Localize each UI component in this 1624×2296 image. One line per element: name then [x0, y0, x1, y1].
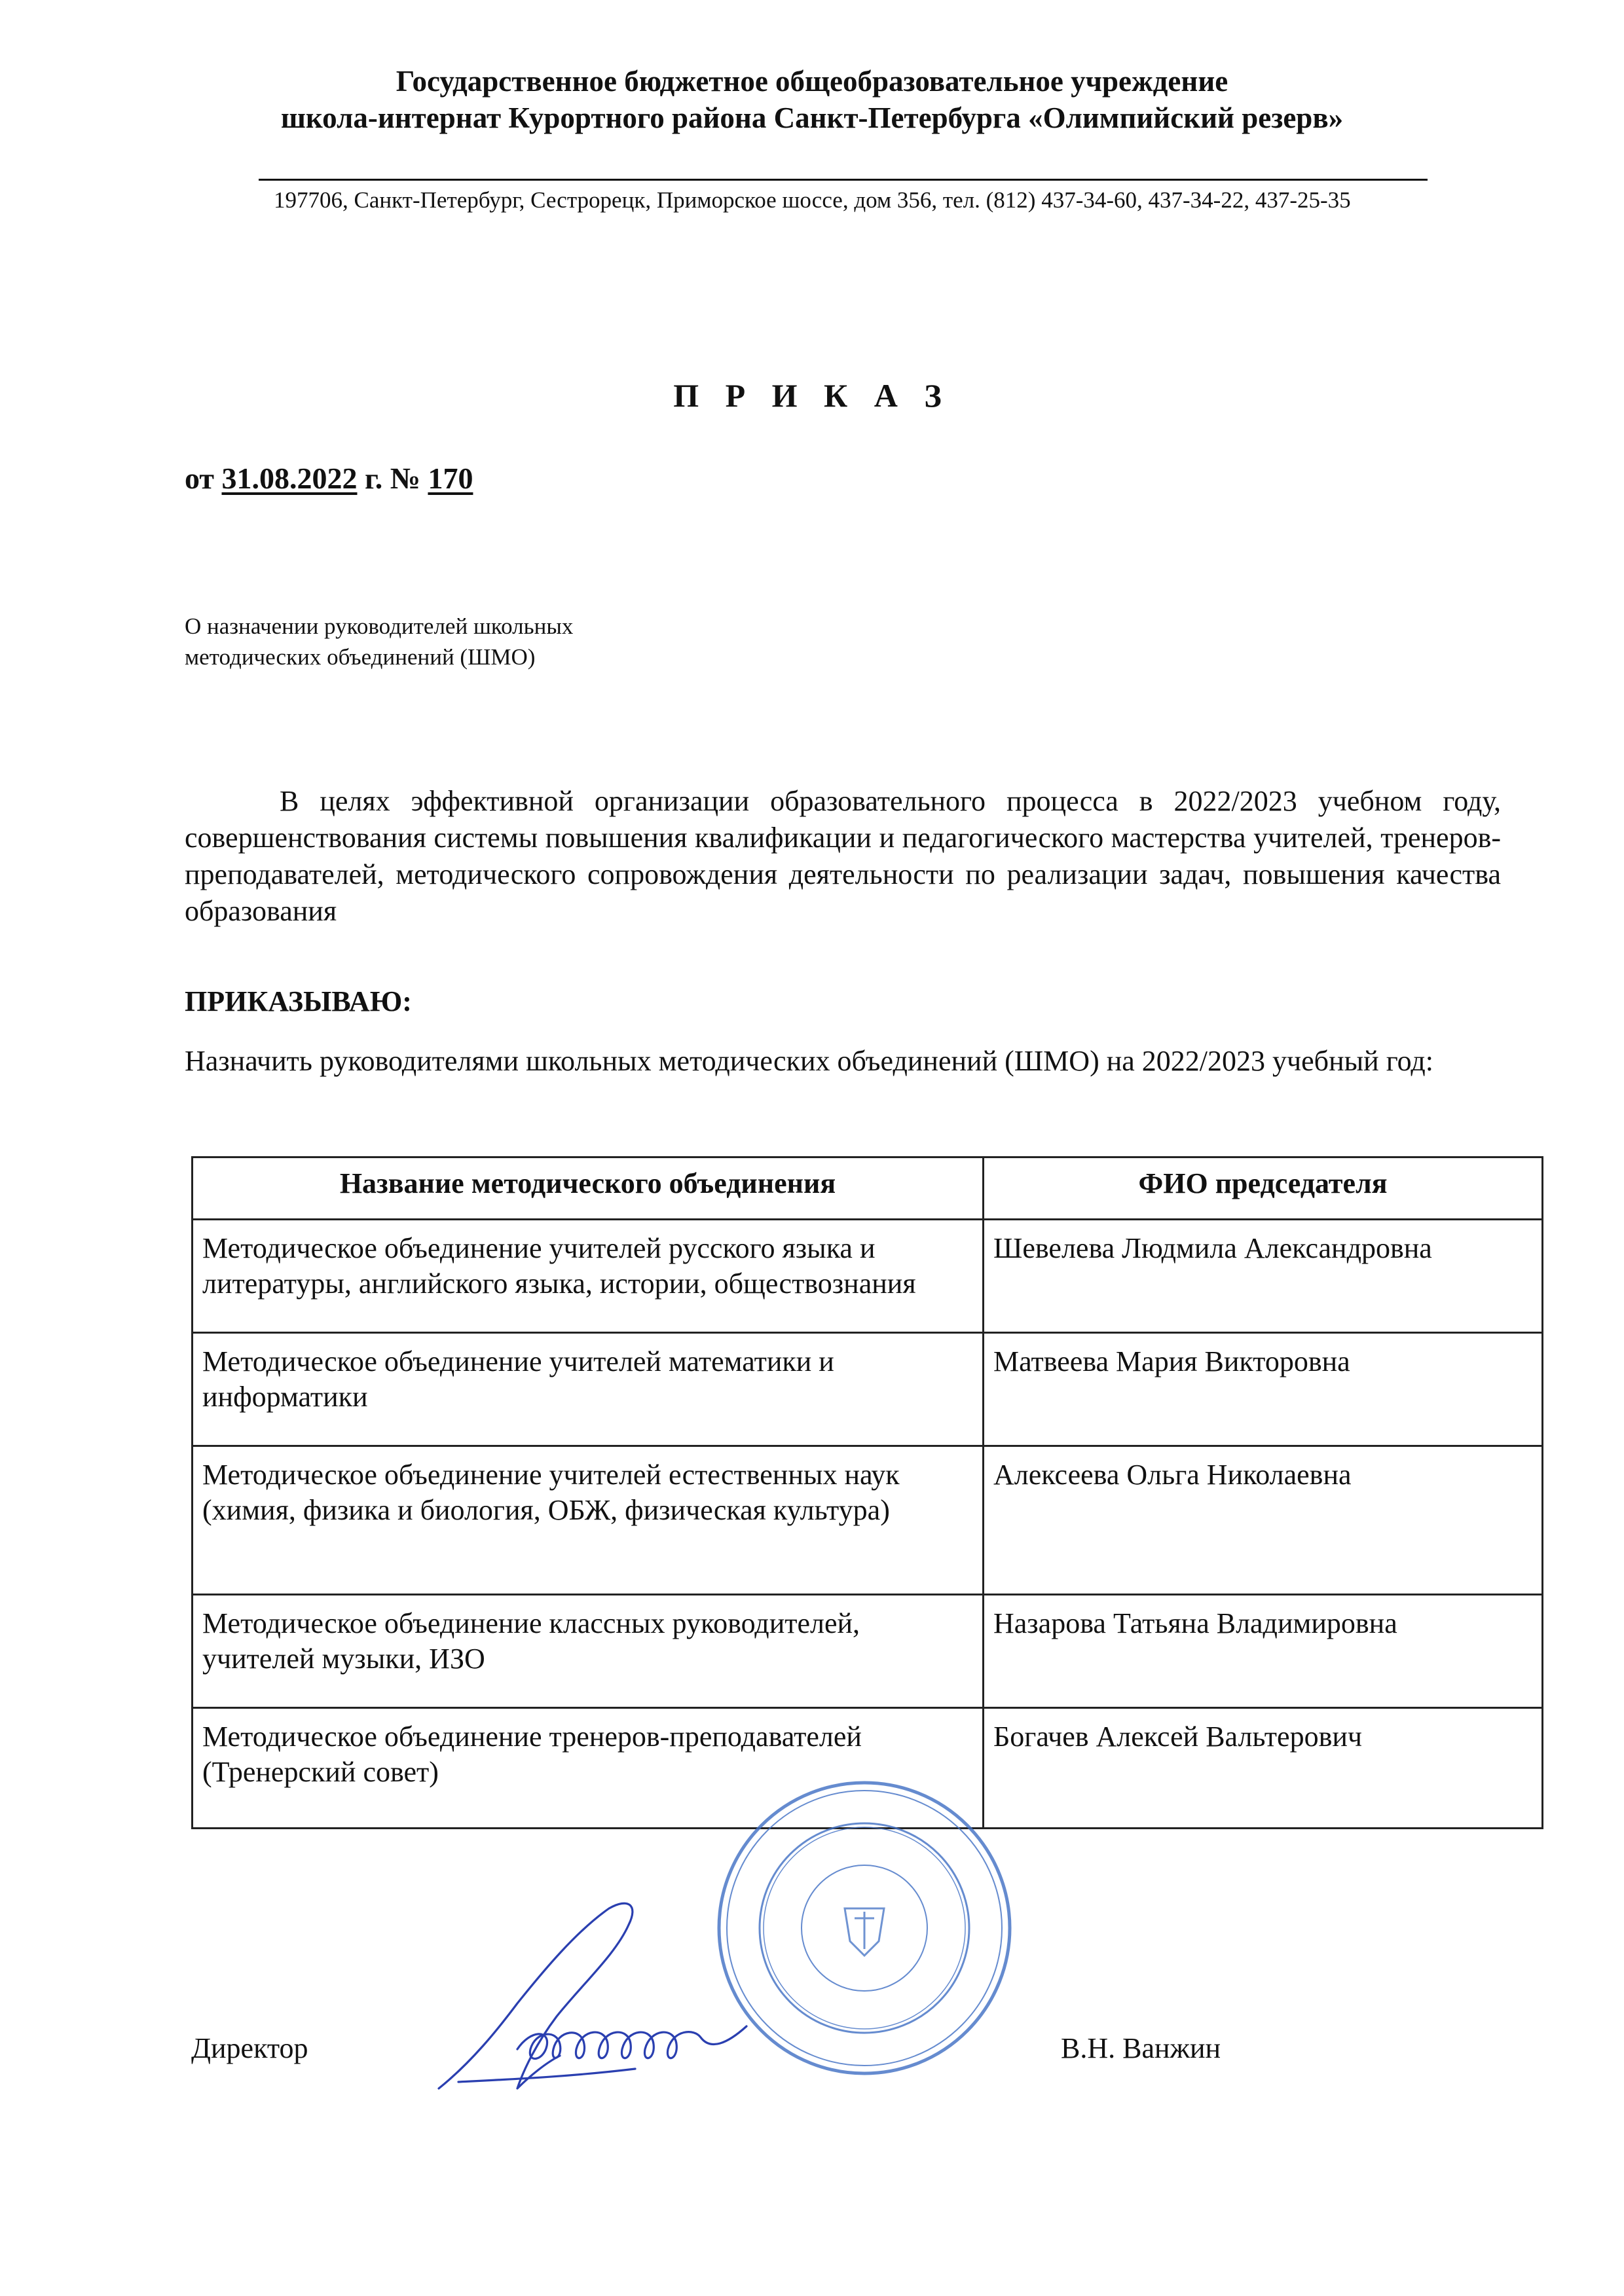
appointment-paragraph: Назначить руководителями школьных методических объединений (ШМО) на 2022/2023 учебный год:: [185, 1045, 1434, 1077]
chair-name: Богачев Алексей Вальтерович: [984, 1708, 1543, 1829]
stamp-center-emblem: [845, 1908, 884, 1956]
directive-heading: ПРИКАЗЫВАЮ:: [185, 985, 412, 1017]
table-row: [193, 1446, 1543, 1595]
association-name: Методическое объединение учителей русского языка и литературы, английского языка, истории, обществознания: [193, 1220, 984, 1333]
signatory-name: В.Н. Ванжин: [1061, 2032, 1221, 2064]
order-subject-line-2: методических объединений (ШМО): [185, 644, 536, 670]
signatory-position: Директор: [191, 2032, 308, 2064]
methodical-associations-table: [191, 1156, 1543, 1829]
order-number-prefix: г. №: [365, 462, 420, 495]
order-number: 170: [428, 462, 473, 495]
order-date-number: [185, 461, 473, 496]
table-row: [193, 1333, 1543, 1446]
order-date: 31.08.2022: [221, 462, 358, 495]
chair-name: Матвеева Мария Викторовна: [984, 1333, 1543, 1446]
association-name: Методическое объединение классных руководителей, учителей музыки, ИЗО: [193, 1595, 984, 1708]
order-date-prefix: от: [185, 462, 214, 495]
organization-name-line-2: школа-интернат Курортного района Санкт-Петербурга «Олимпийский резерв»: [280, 101, 1344, 134]
order-subject: [185, 611, 573, 672]
header-divider: [259, 179, 1428, 181]
order-subject-line-1: О назначении руководителей школьных: [185, 613, 574, 639]
document-title: П Р И К А З: [673, 377, 951, 414]
association-name: Методическое объединение учителей естественных наук (химия, физика и биология, ОБЖ, физическая культура): [193, 1446, 984, 1595]
column-header-chair: ФИО председателя: [984, 1157, 1543, 1220]
column-header-association: Название методического объединения: [193, 1157, 984, 1220]
chair-name: Алексеева Ольга Николаевна: [984, 1446, 1543, 1595]
organization-address: 197706, Санкт-Петербург, Сестрорецк, Приморское шоссе, дом 356, тел. (812) 437-34-60, 437-34-22, 437-25-35: [274, 187, 1351, 213]
table-header-row: [193, 1157, 1543, 1220]
organization-name: [0, 63, 1624, 136]
chair-name: Назарова Татьяна Владимировна: [984, 1595, 1543, 1708]
table-row: [193, 1595, 1543, 1708]
table-row: [193, 1220, 1543, 1333]
chair-name: Шевелева Людмила Александровна: [984, 1220, 1543, 1333]
director-signature: [419, 1892, 786, 2108]
association-name: Методическое объединение учителей математики и информатики: [193, 1333, 984, 1446]
preamble-paragraph: В целях эффективной организации образовательного процесса в 2022/2023 учебном году, совершенствования системы повышения квалификации и педагогического мастерства учителей, тренеров-преподавателей, методического сопровождения деятельности по реализации задач, повышения качества образования: [185, 785, 1501, 927]
association-name: Методическое объединение тренеров-преподавателей (Тренерский совет): [193, 1708, 984, 1829]
organization-name-line-1: Государственное бюджетное общеобразовательное учреждение: [396, 65, 1228, 98]
